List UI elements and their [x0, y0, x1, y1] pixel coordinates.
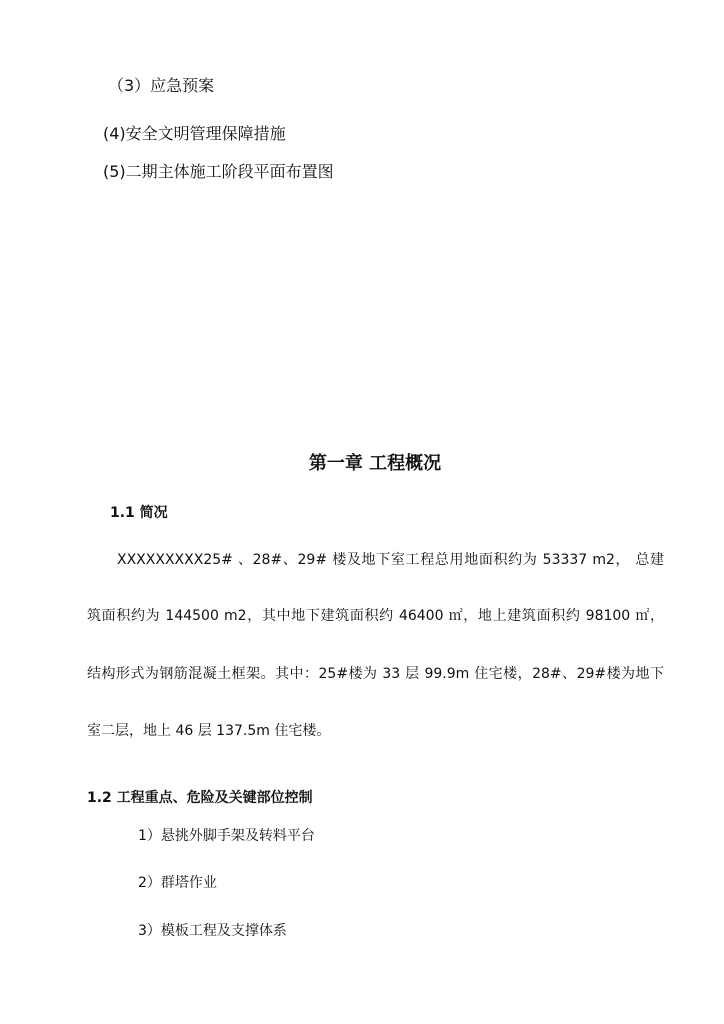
chapter-title: 第一章 工程概况 [308, 453, 442, 474]
paragraph-line-2: 筑面积约为 144500 m2，其中地下建筑面积约 46400 ㎡，地上建筑面积约 98100 ㎡， [87, 608, 664, 624]
list-item-3: 3）模板工程及支撑体系 [138, 923, 287, 939]
paragraph-line-3: 结构形式为钢筋混凝土框架。其中：25#楼为 33 层 99.9m 住宅楼，28#、29#楼为地下 [87, 666, 664, 682]
section-heading-1-2: 1.2 工程重点、危险及关键部位控制 [87, 790, 313, 806]
paragraph-line-4: 室二层，地上 46 层 137.5m 住宅楼。 [87, 723, 331, 739]
toc-item-3: （3）应急预案 [108, 76, 215, 95]
toc-item-5: (5)二期主体施工阶段平面布置图 [103, 162, 334, 181]
section-heading-1-1: 1.1 简况 [110, 505, 168, 521]
list-item-2: 2）群塔作业 [138, 875, 217, 891]
toc-item-4: (4)安全文明管理保障措施 [103, 124, 286, 143]
list-item-1: 1）悬挑外脚手架及转料平台 [138, 828, 315, 844]
paragraph-line-1: XXXXXXXXX25# 、28#、29# 楼及地下室工程总用地面积约为 53337 m2， 总建 [117, 552, 664, 568]
